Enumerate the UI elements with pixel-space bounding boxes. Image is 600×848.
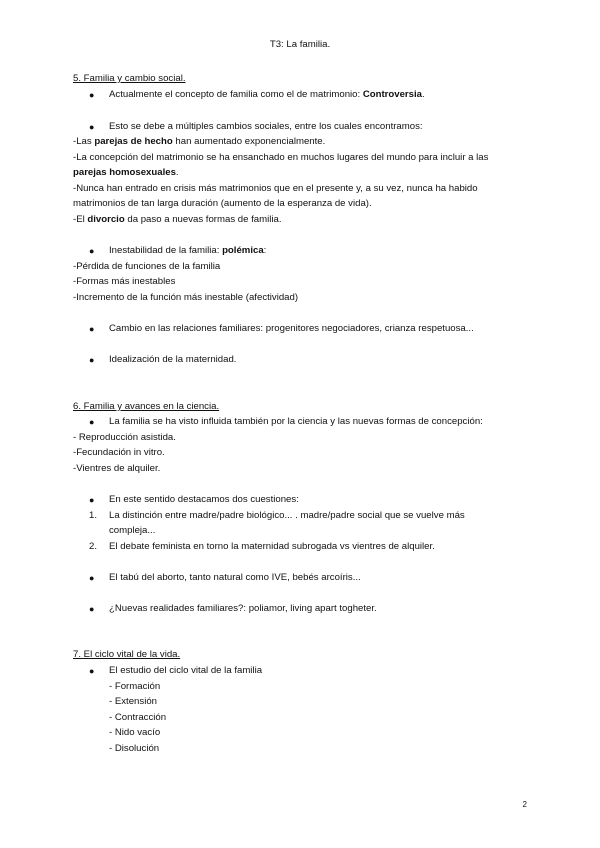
bullet-icon: ● xyxy=(89,90,95,100)
list-number: 2. xyxy=(89,541,98,552)
paragraph: -Incremento de la función más inestable (afectividad) xyxy=(73,292,299,303)
paragraph: Esto se debe a múltiples cambios sociales, entre los cuales encontramos: xyxy=(109,121,423,132)
bullet-icon: ● xyxy=(89,604,95,614)
paragraph: -Fecundación in vitro. xyxy=(73,447,165,458)
bullet-icon: ● xyxy=(89,666,95,676)
paragraph: El tabú del aborto, tanto natural como IVE, bebés arcoíris... xyxy=(109,572,361,583)
paragraph: - Reproducción asistida. xyxy=(73,432,176,443)
paragraph: Inestabilidad de la familia: polémica: xyxy=(109,245,267,256)
list-item: - Disolución xyxy=(109,743,160,754)
page-number: 2 xyxy=(522,800,527,809)
paragraph: -Formas más inestables xyxy=(73,276,176,287)
list-item: compleja... xyxy=(109,525,156,536)
list-item: - Formación xyxy=(109,681,161,692)
bullet-icon: ● xyxy=(89,417,95,427)
list-item: La distinción entre madre/padre biológico... . madre/padre social que se vuelve más xyxy=(109,510,465,521)
list-item: - Contracción xyxy=(109,712,167,723)
bullet-icon: ● xyxy=(89,324,95,334)
section-heading-7: 7. El ciclo vital de la vida. xyxy=(73,649,181,660)
paragraph: -Vientres de alquiler. xyxy=(73,463,161,474)
paragraph: -Nunca han entrado en crisis más matrimonios que en el presente y, a su vez, nunca ha habido xyxy=(73,183,478,194)
paragraph: Idealización de la maternidad. xyxy=(109,354,237,365)
paragraph: -Pérdida de funciones de la familia xyxy=(73,261,221,272)
bullet-icon: ● xyxy=(89,355,95,365)
paragraph: La familia se ha visto influida también por la ciencia y las nuevas formas de concepción: xyxy=(109,416,483,427)
section-heading-6: 6. Familia y avances en la ciencia. xyxy=(73,401,220,412)
bullet-icon: ● xyxy=(89,246,95,256)
list-number: 1. xyxy=(89,510,98,521)
section-heading-5: 5. Familia y cambio social. xyxy=(73,73,186,84)
list-item: - Extensión xyxy=(109,696,157,707)
bullet-icon: ● xyxy=(89,573,95,583)
document-title: T3: La familia. xyxy=(269,39,331,50)
paragraph: -El divorcio da paso a nuevas formas de familia. xyxy=(73,214,282,225)
list-item: El debate feminista en torno la maternidad subrogada vs vientres de alquiler. xyxy=(109,541,435,552)
paragraph: parejas homosexuales. xyxy=(73,167,179,178)
paragraph: Cambio en las relaciones familiares: progenitores negociadores, crianza respetuosa... xyxy=(109,323,474,334)
paragraph: Actualmente el concepto de familia como el de matrimonio: Controversia. xyxy=(109,89,425,100)
paragraph: ¿Nuevas realidades familiares?: poliamor, living apart togheter. xyxy=(109,603,377,614)
paragraph: -La concepción del matrimonio se ha ensanchado en muchos lugares del mundo para incluir a las xyxy=(73,152,489,163)
paragraph: -Las parejas de hecho han aumentado exponencialmente. xyxy=(73,136,326,147)
bullet-icon: ● xyxy=(89,122,95,132)
paragraph: En este sentido destacamos dos cuestiones: xyxy=(109,494,299,505)
list-item: - Nido vacío xyxy=(109,727,161,738)
paragraph: El estudio del ciclo vital de la familia xyxy=(109,665,263,676)
bullet-icon: ● xyxy=(89,495,95,505)
paragraph: matrimonios de tan larga duración (aumento de la esperanza de vida). xyxy=(73,198,372,209)
